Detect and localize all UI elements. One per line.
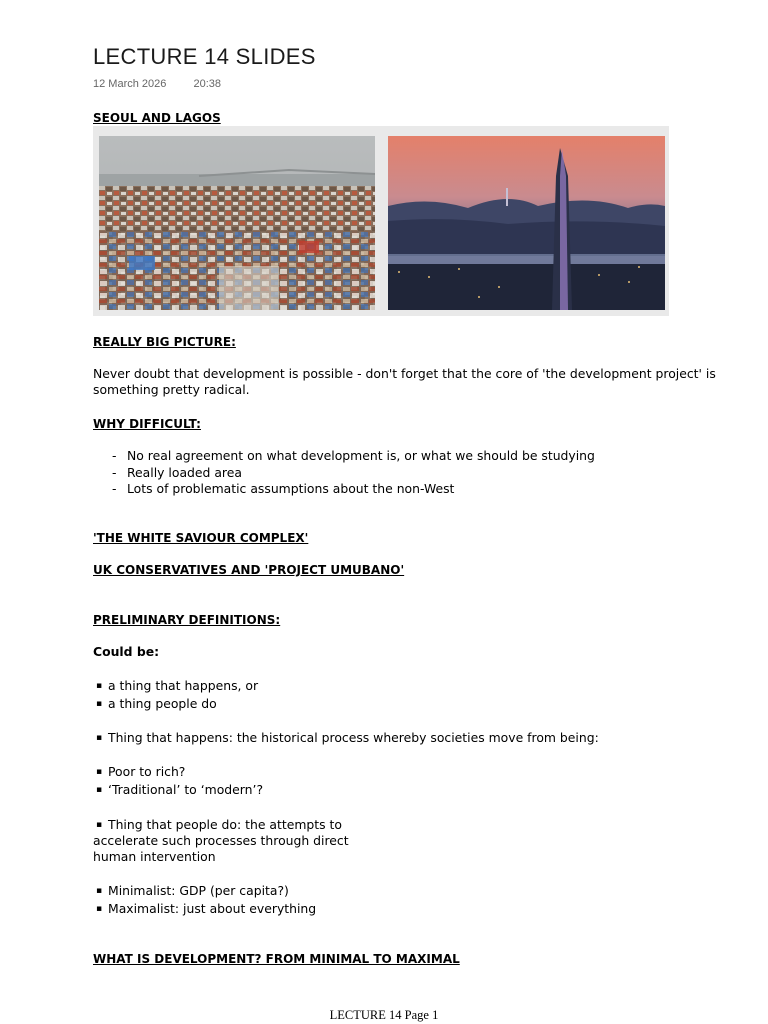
page-time: 20:38 [193,78,221,90]
seoul-photo [388,136,665,310]
list-item: ▪ Thing that people do: the attempts to [96,817,342,832]
page-footer: LECTURE 14 Page 1 [329,1008,439,1022]
thing-people-do-line-2: accelerate such processes through direct [93,833,349,848]
thing-people-do-item [96,816,342,834]
heading-white-saviour: 'THE WHITE SAVIOUR COMPLEX' [93,531,309,545]
big-picture-text-2: something pretty radical. [93,382,250,397]
big-picture-text-1: Never doubt that development is possible - don't forget that the core of 'the development project' is [93,366,716,381]
list-item: ▪ Poor to rich? [96,764,186,779]
page-date: 12 March 2026 [93,78,167,90]
page-title: LECTURE 14 SLIDES [93,44,316,69]
heading-seoul-lagos: SEOUL AND LAGOS [93,111,221,125]
list-item: ▪ Thing that happens: the historical process whereby societies move from being: [96,730,599,745]
heading-preliminary: PRELIMINARY DEFINITIONS: [93,613,281,627]
list-item: - Really loaded area [112,464,242,480]
list-item: ▪ Minimalist: GDP (per capita?) [96,883,289,898]
scale-list [96,882,316,918]
heading-big-picture: REALLY BIG PICTURE: [93,335,236,349]
list-item: - Lots of problematic assumptions about the non-West [112,481,455,496]
list-item: ▪ ‘Traditional’ to ‘modern’? [96,782,264,797]
list-item: ▪ a thing that happens, or [96,678,259,693]
heading-uk-conservatives: UK CONSERVATIVES AND 'PROJECT UMUBANO' [93,563,405,577]
thing-people-do-line-3: human intervention [93,849,216,864]
list-item: - No real agreement on what development is, or what we should be studying [112,448,595,463]
heading-why-difficult: WHY DIFFICULT: [93,417,201,431]
list-item: ▪ a thing people do [96,696,217,711]
could-be-list [96,677,258,713]
image-pair [93,126,669,316]
list-item: ▪ Maximalist: just about everything [96,901,317,916]
why-difficult-list [112,448,595,498]
from-to-list [96,763,263,799]
lagos-photo [99,136,375,310]
heading-what-is-development: WHAT IS DEVELOPMENT? FROM MINIMAL TO MAXIMAL [93,952,460,966]
page-meta [93,78,221,90]
could-be-label: Could be: [93,644,160,659]
thing-happens-list [96,729,599,747]
